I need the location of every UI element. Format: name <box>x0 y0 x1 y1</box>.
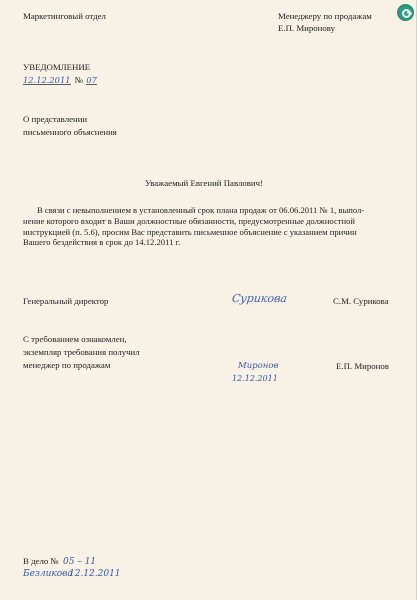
notice-date: 12.12.2011 <box>23 75 71 85</box>
file-prefix: В дело № <box>23 556 59 566</box>
filing-date: 12.12.2011 <box>69 569 121 579</box>
subject-line-2: письменного объяснения <box>23 127 117 137</box>
acknowledgement-line-3: менеджер по продажам <box>23 360 111 370</box>
acknowledgement-line-1: С требованием ознакомлен, <box>23 334 127 344</box>
notice-number-prefix: № <box>74 75 84 85</box>
manager-signature-date: 12.12.2011 <box>232 374 278 383</box>
manager-name: Е.П. Миронов <box>336 361 389 371</box>
notice-body <box>23 205 394 248</box>
director-signature: Сурикова <box>231 292 288 305</box>
body-line-4: Вашего бездействия в срок до 14.12.2011 г. <box>23 237 181 248</box>
recipient-line-1: Менеджеру по продажам <box>278 11 372 21</box>
body-line-1: В связи с невыполнением в установленный срок плана продаж от 06.06.2011 № 1, выпол- <box>37 205 365 215</box>
notice-date-number <box>23 75 97 86</box>
director-title: Генеральный директор <box>23 296 109 306</box>
body-line-3: инструкцией (п. 5.6), просим Вас представить письменное объяснение с указанием причин <box>23 226 357 237</box>
greeting: Уважаемый Евгений Павлович! <box>145 178 263 188</box>
manager-signature: Миронов <box>238 361 279 371</box>
notice-number: 07 <box>86 75 97 85</box>
file-number: 05 – 11 <box>63 557 97 567</box>
recipient-line-2: Е.П. Миронову <box>278 23 336 33</box>
filing-signature: Безликова <box>23 569 73 579</box>
at-sign-icon <box>397 4 414 21</box>
sender-department: Маркетинговый отдел <box>23 11 106 21</box>
acknowledgement-line-2: экземпляр требования получил <box>23 347 140 357</box>
file-reference <box>23 556 96 567</box>
director-name: С.М. Сурикова <box>333 296 389 306</box>
body-line-2: нение которого входит в Ваши должностные обязанности, предусмотренные должностной <box>23 215 356 226</box>
notice-title: УВЕДОМЛЕНИЕ <box>23 62 91 72</box>
subject-line-1: О представлении <box>23 114 88 124</box>
